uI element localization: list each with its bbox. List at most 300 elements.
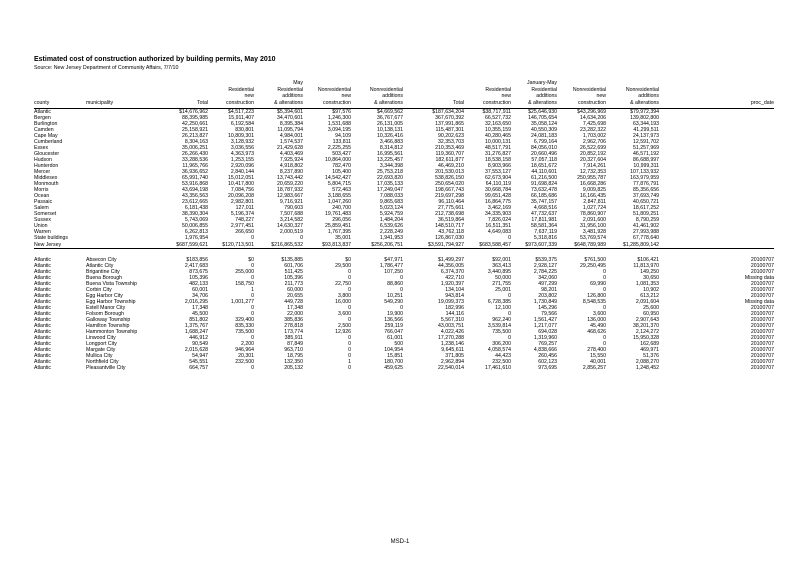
table-cell: 17,270,288	[438, 335, 464, 342]
table-cell: 500	[394, 341, 403, 348]
table-cell: 250,654,020	[435, 181, 464, 188]
table-cell: 15,911,407	[228, 114, 254, 121]
table-cell: Atlantic	[34, 256, 52, 263]
table-cell: 10,138,131	[377, 126, 403, 133]
table-cell: 126,867,030	[435, 235, 464, 242]
table-cell: 2,124,272	[635, 329, 659, 336]
table-cell: Pleasantville City	[86, 365, 126, 372]
table-cell: 2,091,600	[582, 217, 606, 224]
table-cell: 29,250,495	[580, 262, 606, 269]
table-cell: 1,238,146	[440, 341, 464, 348]
table-cell: 8,903,966	[487, 162, 511, 169]
table-cell: 873,675	[189, 268, 208, 275]
table-cell: 60,001	[192, 286, 208, 293]
table-cell: 1,319,960	[533, 335, 557, 342]
table-cell: 538,826,150	[435, 175, 464, 182]
table-cell: Atlantic	[34, 108, 52, 115]
table-cell: 278,818	[284, 323, 303, 330]
col-may-total: Total	[162, 74, 208, 108]
table-cell: 27,775,661	[438, 205, 464, 212]
table-cell: 10,999,311	[633, 162, 659, 169]
table-cell: 69,990	[590, 280, 606, 287]
table-cell: 1,248,452	[635, 365, 659, 372]
table-cell: 64,110,119	[485, 181, 511, 188]
table-cell: Warren	[34, 229, 51, 236]
table-cell: 34,470,601	[277, 114, 303, 121]
table-cell: 2,016,295	[184, 298, 208, 305]
table-cell: 107,133,932	[630, 168, 659, 175]
table-cell: 0	[251, 335, 254, 342]
col-county: county	[34, 74, 86, 108]
table-cell: 0	[400, 286, 403, 293]
table-cell: 20,852,192	[580, 150, 606, 157]
table-cell: 511,425	[284, 268, 303, 275]
table-cell: Atlantic	[34, 262, 52, 269]
table-cell: Atlantic	[34, 311, 52, 317]
table-cell: 40,001	[590, 359, 606, 366]
table-cell: 0	[400, 304, 403, 311]
table-cell: 139,802,800	[630, 114, 659, 121]
table-cell: 115,487,301	[435, 126, 464, 133]
table-cell: 601,706	[284, 262, 303, 269]
table-cell: 3,440,895	[487, 268, 511, 275]
table-cell: 65,991,740	[182, 175, 208, 182]
table-cell: 3,800	[338, 292, 351, 299]
table-cell: 46,469,210	[438, 162, 464, 169]
table-cell: 57,057,118	[531, 156, 557, 163]
table-cell: 43,762,118	[438, 229, 464, 236]
table-cell: 2,962,894	[440, 359, 464, 366]
section-spacer	[34, 248, 774, 257]
table-cell: Atlantic	[34, 323, 52, 330]
table-cell: 7,826,024	[487, 217, 511, 224]
table-cell: 163,979,959	[630, 175, 659, 182]
table-cell: 2,200	[241, 341, 254, 348]
table-cell: 42,250,661	[182, 120, 208, 127]
table-cell: 34,706	[192, 292, 208, 299]
table-cell: 66,185,686	[531, 193, 557, 200]
table-cell: 219,697,298	[435, 193, 464, 200]
table-cell: 4,838,666	[533, 347, 557, 354]
table-cell: 20100707	[750, 262, 774, 269]
table-cell: 27,993,988	[633, 229, 659, 236]
table-cell: 20100707	[750, 341, 774, 348]
table-cell: 35,001	[335, 235, 351, 242]
table-cell: 20,096,208	[228, 193, 254, 200]
table-cell: 4,918,802	[279, 162, 303, 169]
table-cell: 20100707	[750, 304, 774, 311]
table-cell: 43,003,751	[438, 323, 464, 330]
table-cell: 20100707	[750, 323, 774, 330]
table-cell: 98,201	[541, 286, 557, 293]
table-cell: 0	[603, 304, 606, 311]
table-cell: 1,688,247	[184, 329, 208, 336]
table-cell: Estell Manor City	[86, 304, 126, 311]
table-cell: 20100707	[750, 329, 774, 336]
table-cell: Atlantic	[34, 280, 52, 287]
table-cell: 41,299,511	[633, 126, 659, 133]
table-cell: $973,607,339	[511, 242, 557, 249]
table-cell: 1,001,277	[230, 298, 254, 305]
table-cell: 0	[251, 235, 254, 242]
county-summary-rows	[34, 108, 774, 248]
table-cell: 45,490	[590, 323, 606, 330]
table-cell: 15,851	[387, 353, 403, 360]
table-cell: 266,650	[235, 229, 254, 236]
table-cell: 12,732,353	[580, 168, 606, 175]
table-cell: Egg Harbor Township	[86, 298, 136, 305]
table-cell: 2,225,255	[327, 144, 351, 151]
table-cell: 0	[508, 292, 511, 299]
table-cell: $92,001	[492, 256, 511, 263]
table-cell: 0	[348, 274, 351, 281]
table-cell: $25,646,930	[528, 108, 557, 115]
table-cell: $3,591,794,927	[403, 242, 464, 249]
table-cell: 21,429,628	[277, 144, 303, 151]
table-cell: 0	[348, 286, 351, 293]
table-cell: 7,084,756	[230, 187, 254, 194]
report-title: Estimated cost of construction authorized by building permits, May 2010	[34, 56, 276, 63]
table-cell: 14,634,206	[580, 114, 606, 121]
table-cell: 12,591,702	[633, 138, 659, 145]
table-cell: Somerset	[34, 211, 57, 218]
table-cell: 25,600	[643, 304, 659, 311]
table-cell: 198,667,743	[435, 187, 464, 194]
table-cell: 6,374,370	[440, 268, 464, 275]
table-cell: 1,081,353	[635, 280, 659, 287]
table-cell: Atlantic	[34, 317, 52, 324]
table-cell: 126,800	[587, 292, 606, 299]
table-cell: 44,110,601	[531, 168, 557, 175]
table-cell: 0	[348, 353, 351, 360]
table-cell: 35,006,251	[182, 144, 208, 151]
table-cell: 145,296	[538, 304, 557, 311]
table-cell: 0	[603, 335, 606, 342]
table-cell: 136,566	[384, 317, 403, 324]
table-cell: 11,095,794	[277, 126, 303, 133]
table-cell: 16,995,561	[377, 150, 403, 157]
table-cell: 9,009,825	[582, 187, 606, 194]
table-cell: 17,035,133	[377, 181, 403, 188]
table-cell: 14,542,427	[325, 175, 351, 182]
table-cell: 25,001	[495, 286, 511, 293]
table-cell: 19,099,373	[438, 298, 464, 305]
table-cell: 22,540,014	[438, 365, 464, 372]
table-cell: 30,650	[643, 274, 659, 281]
table-cell: $97,576	[332, 108, 351, 115]
table-cell: 36,519,864	[438, 217, 464, 224]
table-cell: 790,603	[284, 205, 303, 212]
table-cell: 51,257,969	[633, 144, 659, 151]
table-cell: 48,517,791	[485, 144, 511, 151]
table-cell: 19,761,483	[325, 211, 351, 218]
table-cell: 0	[348, 304, 351, 311]
table-cell: 38,201,370	[633, 323, 659, 330]
table-cell: 3,214,582	[279, 217, 303, 224]
table-cell: 11,965,766	[182, 162, 208, 169]
table-cell: 3,128,932	[230, 138, 254, 145]
table-cell: 99,651,428	[485, 193, 511, 200]
table-cell: 87,849	[287, 341, 303, 348]
table-cell: 22,750	[335, 280, 351, 287]
table-cell: 1,574,537	[279, 138, 303, 145]
table-cell: Buena Vista Township	[86, 280, 137, 287]
col-proc-date: proc_date	[659, 74, 774, 108]
table-cell: 769,257	[538, 341, 557, 348]
table-cell: 77,876,791	[633, 181, 659, 188]
table-cell: 6,192,584	[230, 120, 254, 127]
table-cell: 973,695	[538, 365, 557, 372]
table-cell: 144,116	[445, 311, 464, 317]
table-cell: 735,500	[235, 329, 254, 336]
table-cell: 62,673,904	[485, 175, 511, 182]
table-cell: Atlantic	[34, 365, 52, 372]
table-cell: 36,767,677	[377, 114, 403, 121]
table-cell: 1,027,724	[582, 205, 606, 212]
table-cell: 385,836	[284, 317, 303, 324]
table-cell: 278,400	[587, 347, 606, 354]
table-cell: 10,902	[643, 286, 659, 293]
table-cell: 33,288,536	[182, 156, 208, 163]
table-cell: 1,375,767	[184, 323, 208, 330]
table-cell: 133,811	[332, 138, 351, 145]
table-cell: Missing data	[744, 298, 774, 305]
table-cell: 1	[348, 359, 351, 366]
table-cell: Linwood City	[86, 335, 116, 342]
table-cell: Hudson	[34, 156, 52, 163]
table-cell: 0	[508, 311, 511, 317]
table-cell: 61,216,500	[531, 175, 557, 182]
table-cell: 63,344,193	[633, 120, 659, 127]
table-cell: 20,327,604	[580, 156, 606, 163]
source-note: Source: New Jersey Department of Community Affairs, 7/7/10	[34, 65, 179, 71]
table-cell: 2,417,683	[184, 262, 208, 269]
table-cell: 371,805	[445, 353, 464, 360]
table-cell: 5,804,715	[327, 181, 351, 188]
table-cell: Absecon City	[86, 256, 117, 263]
table-cell: Folsom Borough	[86, 311, 125, 317]
col-ytd-nonres-new: Nonresidential new construction	[557, 74, 606, 108]
table-cell: 26,213,827	[182, 132, 208, 139]
table-cell: $5,394,601	[277, 108, 303, 115]
table-cell: 946,964	[235, 347, 254, 354]
table-cell: 35,747,157	[531, 199, 557, 206]
table-cell: 136,000	[587, 317, 606, 324]
table-cell: 44,356,005	[438, 262, 464, 269]
table-cell: 694,028	[538, 329, 557, 336]
table-cell: 1,217,077	[533, 323, 557, 330]
table-cell: 782,470	[332, 162, 351, 169]
table-cell: 1,561,427	[533, 317, 557, 324]
table-cell: 2,000,519	[279, 229, 303, 236]
table-cell: 25,753,218	[377, 168, 403, 175]
table-cell: $43,296,969	[577, 108, 606, 115]
table-cell: 119,360,707	[435, 150, 464, 157]
table-cell: 13,743,442	[277, 175, 303, 182]
table-cell: Atlantic	[34, 292, 52, 299]
table-cell: $0	[248, 256, 254, 263]
table-cell: 132,350	[284, 359, 303, 366]
table-cell: 20100707	[750, 280, 774, 287]
table-cell: 53,769,574	[580, 235, 606, 242]
table-cell: 7,914,261	[582, 162, 606, 169]
table-cell: 201,530,013	[435, 168, 464, 175]
table-cell: Missing data	[744, 274, 774, 281]
table-cell: Salem	[34, 205, 49, 212]
table-cell: 3,344,398	[379, 162, 403, 169]
table-cell: 3,094,195	[327, 126, 351, 133]
table-cell: 4,403,469	[279, 150, 303, 157]
table-cell: 250,955,787	[577, 175, 606, 182]
table-cell: 12,983,667	[277, 193, 303, 200]
table-cell: 18,538,158	[485, 156, 511, 163]
table-cell: 180,700	[384, 359, 403, 366]
table-cell: 0	[603, 341, 606, 348]
table-cell: 240,700	[332, 205, 351, 212]
table-cell: 342,060	[538, 274, 557, 281]
table-cell: $687,599,621	[162, 242, 208, 249]
table-cell: Northfield City	[86, 359, 119, 366]
table-cell: Atlantic	[34, 341, 52, 348]
table-cell: 17,811,981	[531, 217, 557, 224]
table-cell: 5,318,816	[533, 235, 557, 242]
table-cell: $0	[345, 256, 351, 263]
table-cell: 449,728	[284, 298, 303, 305]
table-cell: 162,689	[640, 341, 659, 348]
table-cell: 10,809,301	[228, 132, 254, 139]
table-cell: 11,813,970	[633, 262, 659, 269]
table-cell: 43,694,198	[182, 187, 208, 194]
table-cell: Margate City	[86, 347, 116, 354]
table-cell: Atlantic	[34, 274, 52, 281]
table-cell: 296,056	[332, 217, 351, 224]
table-cell: 2,847,811	[583, 199, 606, 206]
table-cell: 20,301	[238, 353, 254, 360]
table-cell: 134,104	[445, 286, 464, 293]
table-cell: 0	[348, 347, 351, 354]
table-cell: 88,395,985	[182, 114, 208, 121]
table-cell: 9,645,611	[441, 347, 464, 354]
table-cell: 17,461,610	[485, 365, 511, 372]
table-cell: 468,626	[587, 329, 606, 336]
table-cell: Atlantic	[34, 347, 52, 354]
table-cell: 40,650,721	[633, 199, 659, 206]
table-cell: $1,285,809,142	[606, 242, 659, 249]
table-cell: 232,500	[492, 359, 511, 366]
table-cell: Atlantic	[34, 298, 52, 305]
table-cell: $256,206,751	[351, 242, 403, 249]
table-cell: 469,971	[640, 347, 659, 354]
table-cell: 7,637,119	[534, 229, 557, 236]
table-cell: 26,522,699	[580, 144, 606, 151]
table-cell: 20,655	[287, 292, 303, 299]
table-cell: 329,400	[235, 317, 254, 324]
table-cell: 10,355,159	[485, 126, 511, 133]
table-cell: 6,181,438	[184, 205, 208, 212]
table-cell: 1,976,954	[184, 235, 208, 242]
table-cell: 46,571,192	[633, 150, 659, 157]
table-cell: 18,787,932	[277, 187, 303, 194]
table-cell: 255,000	[235, 268, 254, 275]
table-cell: $1,499,297	[438, 256, 464, 263]
table-cell: 44,423	[495, 353, 511, 360]
table-cell: 20100707	[750, 317, 774, 324]
table-cell: 73,632,478	[531, 187, 557, 194]
table-cell: 20100707	[750, 256, 774, 263]
table-cell: 1,920,397	[440, 280, 464, 287]
table-cell: 3,036,556	[230, 144, 254, 151]
table-cell: 212,738,698	[435, 211, 464, 218]
table-cell: 19,900	[387, 311, 403, 317]
table-cell: 146,705,654	[528, 114, 557, 121]
table-cell: $216,865,532	[254, 242, 303, 249]
table-cell: 211,773	[284, 280, 303, 287]
table-cell: 8,548,535	[582, 298, 606, 305]
table-cell: 36,936,652	[182, 168, 208, 175]
table-cell: 173,774	[284, 329, 303, 336]
table-cell: Atlantic	[34, 353, 52, 360]
table-cell: 25,158,921	[182, 126, 208, 133]
table-cell: 1,484,204	[379, 217, 403, 224]
table-cell: $761,500	[584, 256, 606, 263]
table-cell: 60,950	[643, 311, 659, 317]
table-cell: 54,947	[192, 353, 208, 360]
table-cell: 3,539,814	[487, 323, 511, 330]
table-cell: 51,376	[643, 353, 659, 360]
table-cell: 2,907,643	[635, 317, 659, 324]
municipality-rows	[34, 257, 774, 372]
table-cell: 363,413	[492, 262, 511, 269]
table-cell: 6,262,813	[184, 229, 208, 236]
table-cell: 20100707	[750, 335, 774, 342]
table-cell: Morris	[34, 187, 49, 194]
table-cell: 20100707	[750, 268, 774, 275]
col-ytd-total: Total	[403, 74, 464, 108]
col-ytd-res-add: January-May Residential additions & alterations	[511, 74, 557, 108]
col-ytd-nonres-add: Nonresidential additions & alterations	[606, 74, 659, 108]
table-cell: 259,119	[384, 323, 403, 330]
table-cell: $539,375	[535, 256, 557, 263]
table-cell: 0	[603, 274, 606, 281]
table-cell: 0	[348, 317, 351, 324]
table-cell: $4,669,562	[377, 108, 403, 115]
table-cell: Corbin City	[86, 286, 112, 293]
table-cell: 2,500	[338, 323, 351, 330]
table-cell: 2,962,706	[582, 138, 606, 145]
table-cell: 602,123	[538, 359, 557, 366]
table-cell: New Jersey	[34, 242, 86, 249]
table-cell: 572,463	[332, 187, 351, 194]
table-cell: Mercer	[34, 168, 51, 175]
table-cell: $135,885	[281, 256, 303, 263]
table-cell: 43,356,563	[182, 193, 208, 200]
table-cell: 137,991,865	[435, 120, 464, 127]
construction-cost-table	[34, 74, 774, 371]
table-cell: 88,860	[387, 280, 403, 287]
table-cell: 18,617,252	[633, 205, 659, 212]
table-cell: 40,280,465	[485, 132, 511, 139]
table-cell: 51,809,251	[633, 211, 659, 218]
table-cell: 5,743,069	[184, 217, 208, 224]
table-cell: 6,799,164	[533, 138, 557, 145]
table-cell: 20,660,496	[531, 150, 557, 157]
table-cell: $648,789,989	[557, 242, 606, 249]
table-cell: 22,000	[287, 311, 303, 317]
col-may-nonres-add: Nonresidential additions & alterations	[351, 74, 403, 108]
table-cell: 1,531,688	[327, 120, 351, 127]
table-cell: 67,778,640	[633, 235, 659, 242]
table-cell: 105,400	[332, 168, 351, 175]
